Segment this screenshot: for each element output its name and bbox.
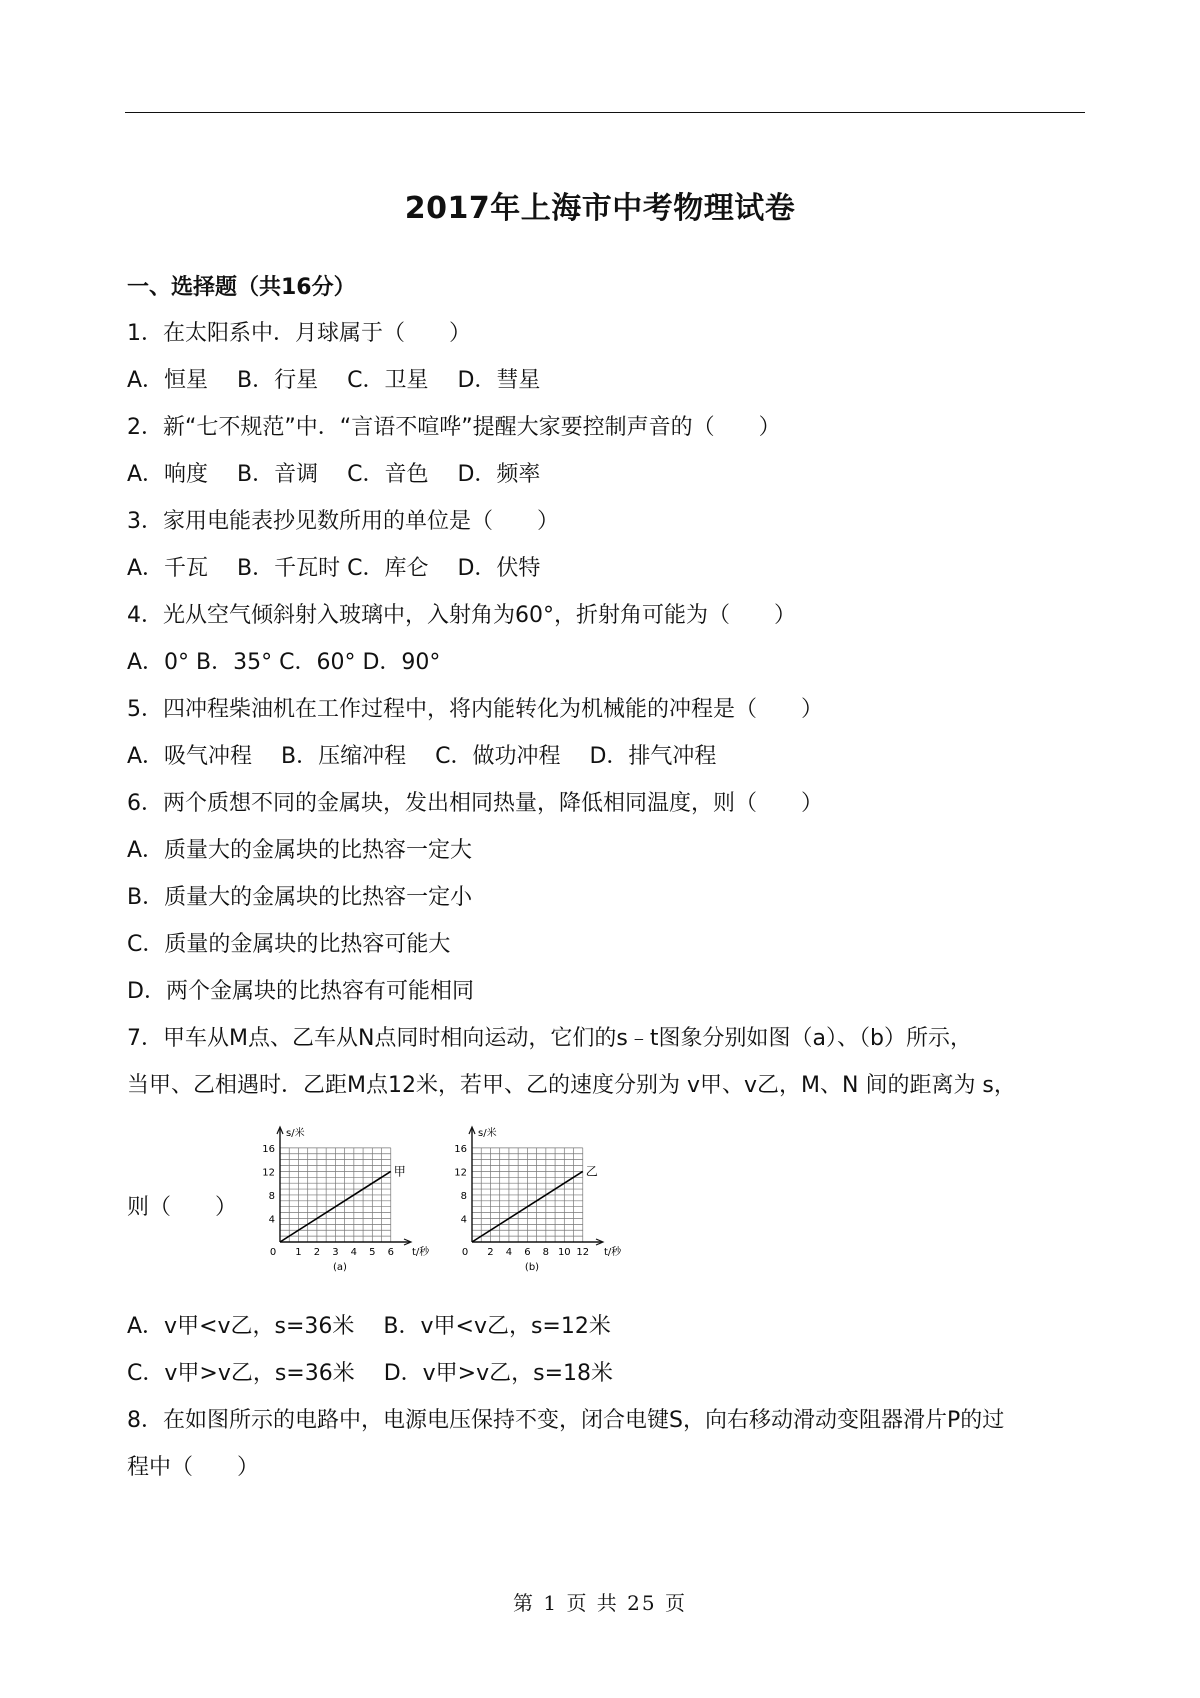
- question-1-options: A．恒星 B．行星 C．卫星 D．彗星: [127, 368, 541, 393]
- question-5-options: A．吸气冲程 B．压缩冲程 C．做功冲程 D．排气冲程: [127, 744, 717, 769]
- series-label: 甲: [393, 1164, 406, 1179]
- y-tick-label: 4: [460, 1214, 467, 1226]
- page-title: 2017年上海市中考物理试卷: [404, 191, 796, 226]
- y-tick-label: 4: [268, 1214, 275, 1226]
- x-tick-label: 4: [350, 1247, 358, 1258]
- y-axis-label: s/米: [478, 1128, 497, 1139]
- x-tick-label: 2: [487, 1247, 494, 1258]
- x-tick-label: 8: [542, 1247, 550, 1258]
- y-axis-label: s/米: [286, 1128, 305, 1139]
- section-heading: 一、选择题（共16分）: [127, 275, 356, 300]
- question-6: 6．两个质想不同的金属块，发出相同热量，降低相同温度，则（ ）: [127, 791, 823, 816]
- graph-caption: (b): [524, 1262, 540, 1273]
- st-graphs-svg: [250, 1107, 650, 1282]
- question-3-options: A．千瓦 B．千瓦时 C．库仑 D．伏特: [127, 556, 541, 581]
- question-7-line-2: 当甲、乙相遇时．乙距M点12米，若甲、乙的速度分别为 v甲、v乙，M、N 间的距离为 s，: [127, 1073, 1016, 1098]
- question-8-line-2: 程中（ ）: [127, 1455, 260, 1480]
- x-axis-label: t/秒: [604, 1247, 622, 1258]
- question-8-line-1: 8．在如图所示的电路中，电源电压保持不变，闭合电键S，向右移动滑动变阻器滑片P的过: [127, 1408, 1005, 1433]
- question-6-option-c: C．质量的金属块的比热容可能大: [127, 932, 451, 957]
- page-footer: 第 1 页 共 25 页: [513, 1591, 687, 1615]
- x-tick-label: 6: [524, 1247, 531, 1258]
- x-tick-label: 6: [387, 1247, 394, 1258]
- x-tick-label: 10: [557, 1247, 571, 1258]
- x-tick-label: 5: [369, 1247, 376, 1258]
- graph-caption: (a): [333, 1262, 347, 1273]
- x-tick-label: 4: [505, 1247, 513, 1258]
- question-2-options: A．响度 B．音调 C．音色 D．频率: [127, 462, 541, 487]
- question-7-line-3: 则（ ）: [127, 1195, 238, 1220]
- x-axis-label: t/秒: [412, 1247, 430, 1258]
- question-6-option-d: D．两个金属块的比热容有可能相同: [127, 979, 474, 1004]
- question-2: 2．新“七不规范”中．“言语不喧哗”提醒大家要控制声音的（ ）: [127, 415, 781, 440]
- y-tick-label: 8: [268, 1190, 275, 1202]
- series-label: 乙: [585, 1164, 598, 1179]
- question-7-options-ab: A．v甲<v乙，s=36米 B．v甲<v乙，s=12米: [127, 1314, 611, 1339]
- x-tick-label: 2: [313, 1247, 321, 1258]
- x-tick-label: 12: [576, 1247, 590, 1258]
- y-tick-label: 8: [460, 1190, 467, 1202]
- y-tick-label: 16: [262, 1143, 275, 1155]
- question-4: 4．光从空气倾斜射入玻璃中，入射角为60°，折射角可能为（ ）: [127, 603, 796, 628]
- question-3: 3．家用电能表抄见数所用的单位是（ ）: [127, 509, 559, 534]
- question-7-options-cd: C．v甲>v乙，s=36米 D．v甲>v乙，s=18米: [127, 1361, 614, 1386]
- header-rule: [125, 112, 1085, 113]
- y-tick-label: 12: [262, 1167, 275, 1179]
- y-tick-label: 12: [454, 1167, 467, 1179]
- st-graphs: [250, 1107, 650, 1286]
- question-4-options: A．0° B．35° C．60° D．90°: [127, 650, 441, 675]
- y-tick-label: 16: [454, 1143, 467, 1155]
- question-6-option-a: A．质量大的金属块的比热容一定大: [127, 838, 473, 863]
- x-tick-label: 3: [332, 1247, 339, 1258]
- x-tick-label: 0: [269, 1247, 277, 1258]
- x-tick-label: 1: [295, 1247, 302, 1258]
- question-7-line-1: 7．甲车从M点、乙车从N点同时相向运动，它们的s﹣t图象分别如图（a）、（b）所示，: [127, 1026, 972, 1051]
- question-6-option-b: B．质量大的金属块的比热容一定小: [127, 885, 473, 910]
- x-tick-label: 0: [461, 1247, 469, 1258]
- question-1: 1．在太阳系中．月球属于（ ）: [127, 321, 471, 346]
- question-5: 5．四冲程柴油机在工作过程中，将内能转化为机械能的冲程是（ ）: [127, 697, 823, 722]
